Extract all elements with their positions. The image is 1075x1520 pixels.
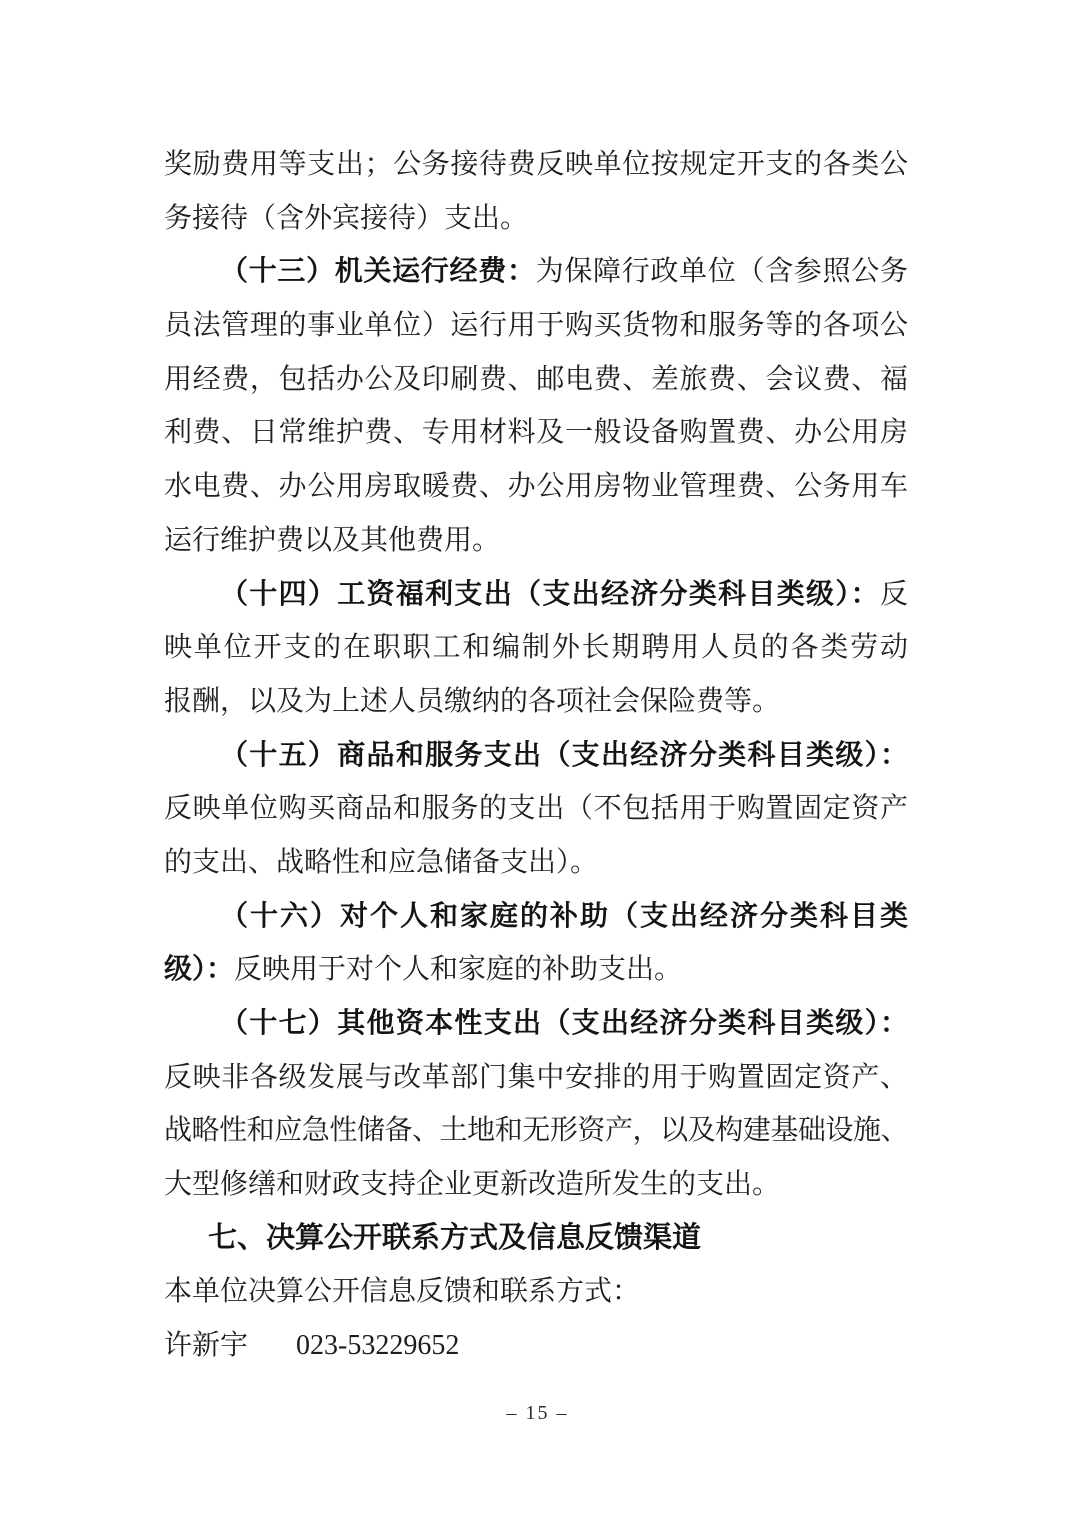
body-text: 本单位决算公开信息反馈和联系方式：: [164, 1276, 641, 1308]
text-line: [164, 460, 908, 514]
page-number: – 15 –: [506, 1402, 569, 1424]
bold-text: （十五）商品和服务支出（支出经济分类科目类级）：: [220, 739, 908, 771]
contact-line: [164, 1319, 908, 1373]
body-text: 的支出、战略性和应急储备支出）。: [164, 846, 599, 878]
body-text: 反映单位购买商品和服务的支出（不包括用于购置固定资产: [164, 793, 908, 825]
contact-phone: 023-53229652: [296, 1330, 460, 1362]
body-text: 水电费、办公用房取暖费、办公用房物业管理费、公务用车: [164, 471, 908, 503]
text-line: [164, 299, 908, 353]
text-line: [164, 675, 908, 729]
text-line: [164, 568, 908, 622]
body-text: 运行维护费以及其他费用。: [164, 524, 501, 556]
body-text: 员法管理的事业单位）运行用于购买货物和服务等的各项公: [164, 310, 908, 342]
text-line: [164, 1051, 908, 1105]
text-line: [164, 138, 908, 192]
text-line: [164, 192, 908, 246]
text-block: [164, 138, 908, 1373]
bold-text: （十三）机关运行经费：: [220, 256, 536, 288]
text-line: [164, 1158, 908, 1212]
text-line: [164, 1104, 908, 1158]
body-text: 利费、日常维护费、专用材料及一般设备购置费、办公用房: [164, 417, 908, 449]
bold-text: 七、决算公开联系方式及信息反馈渠道: [208, 1221, 702, 1254]
text-line: [164, 406, 908, 460]
body-text: 映单位开支的在职职工和编制外长期聘用人员的各类劳动: [164, 632, 908, 664]
text-line: [164, 782, 908, 836]
text-line: [164, 890, 908, 944]
body-text: 用经费，包括办公及印刷费、邮电费、差旅费、会议费、福: [164, 363, 908, 395]
text-line: [164, 514, 908, 568]
bold-text: （十六）对个人和家庭的补助（支出经济分类科目类: [220, 900, 908, 932]
body-text: 反映用于对个人和家庭的补助支出。: [234, 954, 683, 986]
text-line: [164, 353, 908, 407]
bold-text: （十四）工资福利支出（支出经济分类科目类级）：: [220, 578, 880, 610]
text-line: [164, 729, 908, 783]
body-text: 大型修缮和财政支持企业更新改造所发生的支出。: [164, 1169, 781, 1201]
body-text: 奖励费用等支出；公务接待费反映单位按规定开支的各类公: [164, 149, 908, 180]
text-line: [164, 1265, 908, 1319]
body-text: 务接待（含外宾接待）支出。: [164, 202, 529, 234]
body-text: 战略性和应急性储备、土地和无形资产，以及构建基础设施、: [164, 1115, 908, 1147]
text-line: [164, 997, 908, 1051]
text-line: [164, 621, 908, 675]
text-line: [164, 836, 908, 890]
body-text: 反映非各级发展与改革部门集中安排的用于购置固定资产、: [164, 1061, 908, 1093]
contact-name: 许新宇: [164, 1330, 249, 1362]
section-heading: [164, 1212, 908, 1266]
text-line: [164, 245, 908, 299]
body-text: 报酬，以及为上述人员缴纳的各项社会保险费等。: [164, 685, 781, 717]
text-line: [164, 943, 908, 997]
bold-text: 级）：: [164, 954, 235, 986]
body-text: 反: [879, 578, 908, 610]
bold-text: （十七）其他资本性支出（支出经济分类科目类级）：: [220, 1008, 908, 1039]
body-text: 为保障行政单位（含参照公务: [535, 256, 908, 288]
